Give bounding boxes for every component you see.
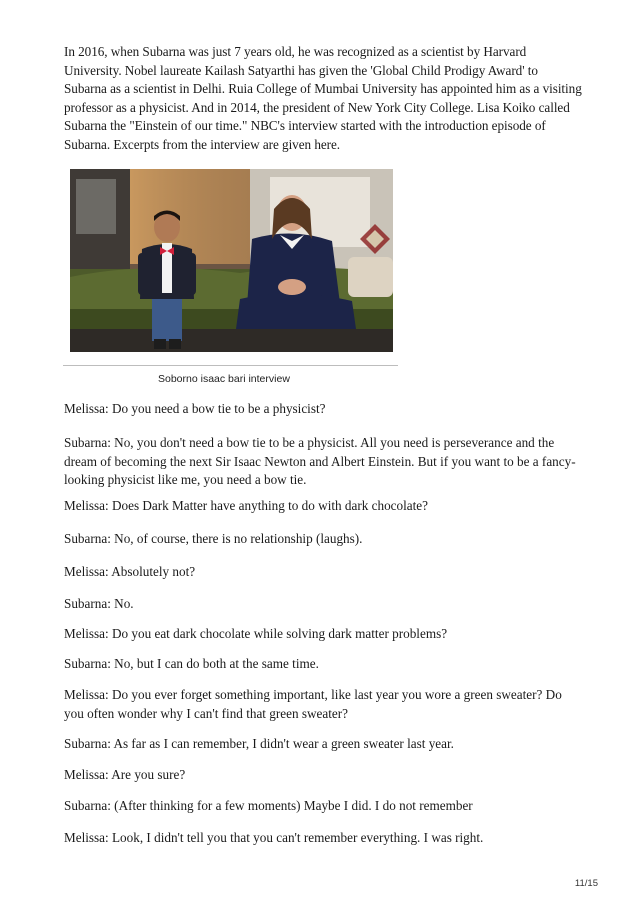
dialogue-line-7: Melissa: Do you eat dark chocolate while solving dark matter problems? xyxy=(64,626,448,641)
figure-divider xyxy=(63,365,398,366)
interview-photo xyxy=(70,169,393,352)
dialogue-line-8: Subarna: No, but I can do both at the same time. xyxy=(64,656,319,671)
dialogue-line-6: Subarna: No. xyxy=(64,596,134,611)
figure-caption: Soborno isaac bari interview xyxy=(158,373,290,385)
dialogue-line-5: Melissa: Absolutely not? xyxy=(64,564,196,579)
dialogue-line-13: Melissa: Look, I didn't tell you that you can't remember everything. I was right. xyxy=(64,830,484,845)
dialogue-line-10: Subarna: As far as I can remember, I didn't wear a green sweater last year. xyxy=(64,736,454,751)
dialogue-line-1: Melissa: Do you need a bow tie to be a physicist? xyxy=(64,401,326,416)
dialogue-line-9: Melissa: Do you ever forget something important, like last year you wore a green sweater? Do you often wonder why I can't find that green sweater? xyxy=(64,687,562,721)
page-number: 11/15 xyxy=(574,878,598,889)
dialogue-line-4: Subarna: No, of course, there is no relationship (laughs). xyxy=(64,531,363,546)
dialogue-line-12: Subarna: (After thinking for a few moments) Maybe I did. I do not remember xyxy=(64,798,473,813)
dialogue-line-3: Melissa: Does Dark Matter have anything to do with dark chocolate? xyxy=(64,498,429,513)
dialogue-line-2: Subarna: No, you don't need a bow tie to be a physicist. All you need is perseverance and the dream of becoming the next Sir Isaac Newton and Albert Einstein. But if you want to be a fancy-looking physicist like me, you need a bow tie. xyxy=(64,435,576,488)
intro-paragraph: In 2016, when Subarna was just 7 years old, he was recognized as a scientist by Harvard University. Nobel laureate Kailash Satyarthi has given the 'Global Child Prodigy Award' to Subarna as a scientist in Delhi. Ruia College of Mumbai University has appointed him as a visiting professor as a physicist. And in 2014, the president of New York City College. Lisa Koiko called Subarna the "Einstein of our time." NBC's interview started with the introduction episode of Subarna. Excerpts from the interview are given here. xyxy=(64,44,582,152)
dialogue-line-11: Melissa: Are you sure? xyxy=(64,767,186,782)
